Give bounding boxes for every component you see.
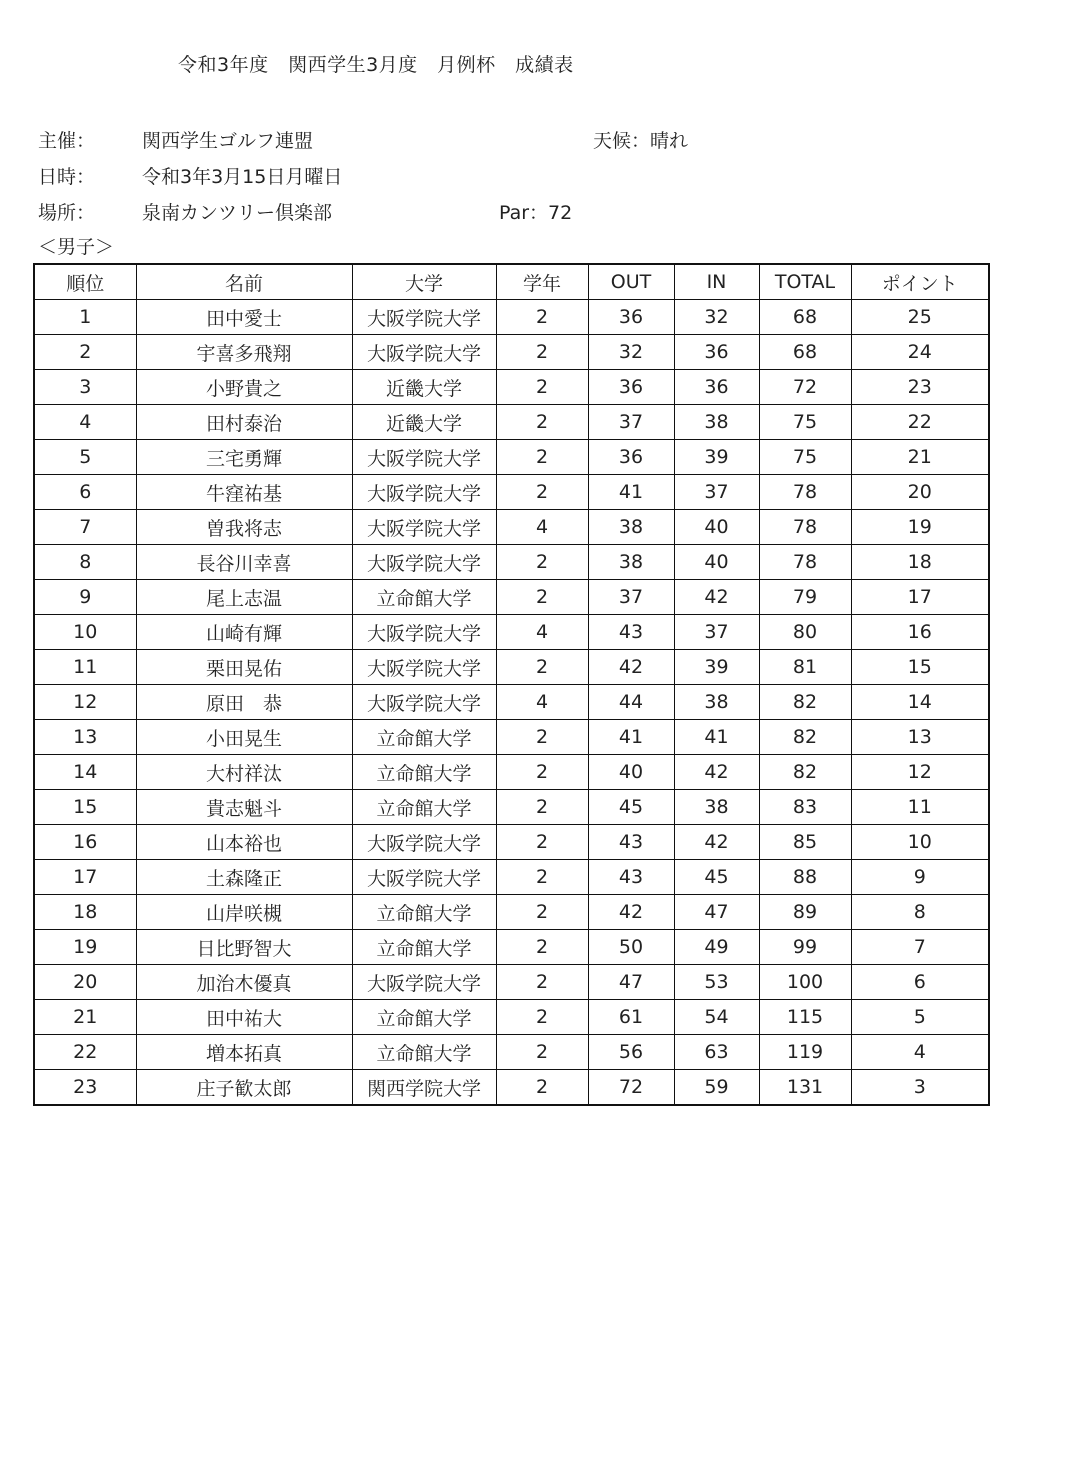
- cell-university: 立命館大学: [352, 1000, 496, 1035]
- cell-in: 49: [674, 930, 759, 965]
- cell-grade: 2: [496, 650, 588, 685]
- venue-label: 場所：: [38, 202, 96, 224]
- cell-points: 19: [851, 510, 989, 545]
- cell-rank: 15: [34, 790, 136, 825]
- cell-university: 立命館大学: [352, 790, 496, 825]
- cell-university: 大阪学院大学: [352, 685, 496, 720]
- cell-in: 42: [674, 580, 759, 615]
- cell-in: 40: [674, 510, 759, 545]
- cell-grade: 2: [496, 930, 588, 965]
- cell-out: 32: [588, 335, 674, 370]
- cell-points: 7: [851, 930, 989, 965]
- table-row: [34, 1070, 989, 1106]
- cell-points: 21: [851, 440, 989, 475]
- cell-name: 山本裕也: [136, 825, 352, 860]
- cell-rank: 18: [34, 895, 136, 930]
- cell-rank: 23: [34, 1070, 136, 1106]
- cell-grade: 2: [496, 475, 588, 510]
- cell-grade: 2: [496, 790, 588, 825]
- cell-in: 37: [674, 615, 759, 650]
- cell-points: 11: [851, 790, 989, 825]
- cell-name: 加治木優真: [136, 965, 352, 1000]
- cell-out: 37: [588, 580, 674, 615]
- cell-points: 12: [851, 755, 989, 790]
- cell-rank: 5: [34, 440, 136, 475]
- cell-points: 3: [851, 1070, 989, 1106]
- cell-points: 4: [851, 1035, 989, 1070]
- cell-name: 土森隆正: [136, 860, 352, 895]
- cell-in: 63: [674, 1035, 759, 1070]
- cell-rank: 16: [34, 825, 136, 860]
- cell-out: 40: [588, 755, 674, 790]
- cell-total: 68: [759, 335, 851, 370]
- cell-university: 立命館大学: [352, 580, 496, 615]
- cell-grade: 2: [496, 300, 588, 335]
- cell-total: 79: [759, 580, 851, 615]
- cell-university: 立命館大学: [352, 895, 496, 930]
- cell-in: 54: [674, 1000, 759, 1035]
- cell-grade: 2: [496, 370, 588, 405]
- cell-total: 78: [759, 475, 851, 510]
- cell-total: 119: [759, 1035, 851, 1070]
- header-university: 大学: [352, 264, 496, 300]
- cell-rank: 6: [34, 475, 136, 510]
- cell-rank: 10: [34, 615, 136, 650]
- cell-in: 47: [674, 895, 759, 930]
- cell-points: 22: [851, 405, 989, 440]
- cell-in: 59: [674, 1070, 759, 1106]
- cell-grade: 2: [496, 720, 588, 755]
- cell-total: 100: [759, 965, 851, 1000]
- cell-in: 38: [674, 405, 759, 440]
- table-row: [34, 860, 989, 895]
- cell-name: 大村祥汰: [136, 755, 352, 790]
- table-row: [34, 370, 989, 405]
- cell-out: 45: [588, 790, 674, 825]
- cell-university: 立命館大学: [352, 930, 496, 965]
- weather-value: 天候：晴れ: [593, 130, 689, 152]
- results-body: [34, 300, 989, 1106]
- cell-name: 小野貴之: [136, 370, 352, 405]
- cell-university: 大阪学院大学: [352, 475, 496, 510]
- cell-grade: 4: [496, 685, 588, 720]
- cell-total: 85: [759, 825, 851, 860]
- cell-name: 田村泰治: [136, 405, 352, 440]
- header-rank: 順位: [34, 264, 136, 300]
- cell-total: 82: [759, 720, 851, 755]
- cell-in: 39: [674, 650, 759, 685]
- table-row: [34, 650, 989, 685]
- cell-name: 庄子歓太郎: [136, 1070, 352, 1106]
- cell-grade: 2: [496, 440, 588, 475]
- cell-rank: 12: [34, 685, 136, 720]
- organizer-value: 関西学生ゴルフ連盟: [142, 130, 314, 152]
- cell-total: 75: [759, 405, 851, 440]
- cell-university: 大阪学院大学: [352, 615, 496, 650]
- cell-in: 45: [674, 860, 759, 895]
- cell-name: 栗田晃佑: [136, 650, 352, 685]
- cell-name: 曽我将志: [136, 510, 352, 545]
- cell-points: 15: [851, 650, 989, 685]
- cell-total: 82: [759, 685, 851, 720]
- cell-rank: 19: [34, 930, 136, 965]
- cell-out: 36: [588, 370, 674, 405]
- cell-total: 68: [759, 300, 851, 335]
- cell-university: 大阪学院大学: [352, 825, 496, 860]
- cell-out: 72: [588, 1070, 674, 1106]
- cell-points: 16: [851, 615, 989, 650]
- cell-out: 43: [588, 860, 674, 895]
- cell-in: 38: [674, 790, 759, 825]
- cell-points: 14: [851, 685, 989, 720]
- cell-university: 大阪学院大学: [352, 335, 496, 370]
- cell-rank: 2: [34, 335, 136, 370]
- cell-out: 38: [588, 545, 674, 580]
- cell-university: 立命館大学: [352, 720, 496, 755]
- cell-points: 5: [851, 1000, 989, 1035]
- header-total: TOTAL: [759, 264, 851, 300]
- cell-total: 82: [759, 755, 851, 790]
- cell-total: 78: [759, 545, 851, 580]
- table-row: [34, 475, 989, 510]
- cell-in: 42: [674, 755, 759, 790]
- cell-in: 41: [674, 720, 759, 755]
- cell-rank: 1: [34, 300, 136, 335]
- table-row: [34, 755, 989, 790]
- table-row: [34, 965, 989, 1000]
- cell-points: 23: [851, 370, 989, 405]
- cell-university: 大阪学院大学: [352, 545, 496, 580]
- cell-out: 36: [588, 300, 674, 335]
- cell-university: 大阪学院大学: [352, 860, 496, 895]
- cell-out: 43: [588, 825, 674, 860]
- table-row: [34, 895, 989, 930]
- cell-university: 近畿大学: [352, 405, 496, 440]
- cell-out: 42: [588, 650, 674, 685]
- date-value: 令和3年3月15日月曜日: [142, 166, 343, 188]
- cell-name: 三宅勇輝: [136, 440, 352, 475]
- cell-total: 75: [759, 440, 851, 475]
- table-row: [34, 300, 989, 335]
- cell-name: 尾上志温: [136, 580, 352, 615]
- cell-in: 32: [674, 300, 759, 335]
- cell-university: 関西学院大学: [352, 1070, 496, 1106]
- section-label: ＜男子＞: [38, 236, 115, 258]
- header-in: IN: [674, 264, 759, 300]
- header-name: 名前: [136, 264, 352, 300]
- cell-rank: 21: [34, 1000, 136, 1035]
- cell-name: 小田晃生: [136, 720, 352, 755]
- cell-points: 20: [851, 475, 989, 510]
- table-row: [34, 580, 989, 615]
- table-header-row: [34, 264, 989, 300]
- cell-in: 53: [674, 965, 759, 1000]
- table-row: [34, 685, 989, 720]
- cell-grade: 2: [496, 965, 588, 1000]
- cell-grade: 2: [496, 580, 588, 615]
- cell-rank: 13: [34, 720, 136, 755]
- cell-grade: 2: [496, 545, 588, 580]
- cell-name: 貴志魁斗: [136, 790, 352, 825]
- cell-rank: 14: [34, 755, 136, 790]
- cell-grade: 2: [496, 860, 588, 895]
- cell-university: 立命館大学: [352, 1035, 496, 1070]
- cell-university: 大阪学院大学: [352, 300, 496, 335]
- cell-name: 宇喜多飛翔: [136, 335, 352, 370]
- cell-name: 長谷川幸喜: [136, 545, 352, 580]
- table-row: [34, 825, 989, 860]
- cell-points: 17: [851, 580, 989, 615]
- header-points: ポイント: [851, 264, 989, 300]
- cell-points: 13: [851, 720, 989, 755]
- cell-out: 41: [588, 720, 674, 755]
- cell-in: 36: [674, 335, 759, 370]
- cell-out: 42: [588, 895, 674, 930]
- cell-name: 日比野智大: [136, 930, 352, 965]
- cell-points: 24: [851, 335, 989, 370]
- table-row: [34, 720, 989, 755]
- cell-rank: 9: [34, 580, 136, 615]
- cell-in: 36: [674, 370, 759, 405]
- cell-in: 40: [674, 545, 759, 580]
- cell-name: 牛窪祐基: [136, 475, 352, 510]
- organizer-label: 主催：: [38, 130, 96, 152]
- cell-rank: 3: [34, 370, 136, 405]
- par-value: Par：72: [499, 202, 573, 224]
- cell-university: 大阪学院大学: [352, 965, 496, 1000]
- cell-total: 88: [759, 860, 851, 895]
- cell-grade: 2: [496, 895, 588, 930]
- table-row: [34, 335, 989, 370]
- cell-rank: 20: [34, 965, 136, 1000]
- results-table: [33, 263, 990, 1106]
- header-out: OUT: [588, 264, 674, 300]
- cell-grade: 2: [496, 1000, 588, 1035]
- cell-rank: 22: [34, 1035, 136, 1070]
- table-row: [34, 790, 989, 825]
- cell-total: 81: [759, 650, 851, 685]
- cell-points: 18: [851, 545, 989, 580]
- cell-total: 72: [759, 370, 851, 405]
- cell-points: 10: [851, 825, 989, 860]
- table-row: [34, 545, 989, 580]
- cell-university: 立命館大学: [352, 755, 496, 790]
- cell-out: 50: [588, 930, 674, 965]
- date-label: 日時：: [38, 166, 96, 188]
- cell-total: 80: [759, 615, 851, 650]
- cell-points: 8: [851, 895, 989, 930]
- table-row: [34, 440, 989, 475]
- cell-out: 61: [588, 1000, 674, 1035]
- cell-rank: 7: [34, 510, 136, 545]
- cell-grade: 2: [496, 1035, 588, 1070]
- cell-points: 25: [851, 300, 989, 335]
- cell-university: 大阪学院大学: [352, 510, 496, 545]
- cell-in: 42: [674, 825, 759, 860]
- cell-grade: 2: [496, 405, 588, 440]
- cell-grade: 2: [496, 335, 588, 370]
- cell-out: 56: [588, 1035, 674, 1070]
- cell-grade: 2: [496, 1070, 588, 1106]
- cell-name: 田中祐大: [136, 1000, 352, 1035]
- cell-points: 9: [851, 860, 989, 895]
- cell-out: 43: [588, 615, 674, 650]
- cell-name: 原田 恭: [136, 685, 352, 720]
- document-title: 令和3年度 関西学生3月度 月例杯 成績表: [178, 54, 574, 76]
- cell-total: 131: [759, 1070, 851, 1106]
- cell-points: 6: [851, 965, 989, 1000]
- cell-out: 36: [588, 440, 674, 475]
- table-row: [34, 1000, 989, 1035]
- cell-rank: 8: [34, 545, 136, 580]
- cell-name: 山岸咲槻: [136, 895, 352, 930]
- cell-university: 近畿大学: [352, 370, 496, 405]
- table-row: [34, 405, 989, 440]
- cell-out: 47: [588, 965, 674, 1000]
- table-row: [34, 1035, 989, 1070]
- cell-grade: 2: [496, 825, 588, 860]
- header-grade: 学年: [496, 264, 588, 300]
- cell-university: 大阪学院大学: [352, 440, 496, 475]
- cell-in: 38: [674, 685, 759, 720]
- cell-university: 大阪学院大学: [352, 650, 496, 685]
- table-row: [34, 930, 989, 965]
- cell-total: 115: [759, 1000, 851, 1035]
- cell-total: 78: [759, 510, 851, 545]
- cell-out: 38: [588, 510, 674, 545]
- table-row: [34, 510, 989, 545]
- table-row: [34, 615, 989, 650]
- cell-grade: 4: [496, 615, 588, 650]
- cell-out: 44: [588, 685, 674, 720]
- cell-rank: 11: [34, 650, 136, 685]
- cell-total: 99: [759, 930, 851, 965]
- cell-total: 89: [759, 895, 851, 930]
- venue-value: 泉南カンツリー倶楽部: [142, 202, 333, 224]
- cell-name: 山崎有輝: [136, 615, 352, 650]
- cell-in: 37: [674, 475, 759, 510]
- cell-out: 37: [588, 405, 674, 440]
- cell-name: 増本拓真: [136, 1035, 352, 1070]
- cell-out: 41: [588, 475, 674, 510]
- cell-rank: 17: [34, 860, 136, 895]
- cell-grade: 2: [496, 755, 588, 790]
- cell-rank: 4: [34, 405, 136, 440]
- cell-in: 39: [674, 440, 759, 475]
- cell-total: 83: [759, 790, 851, 825]
- cell-grade: 4: [496, 510, 588, 545]
- cell-name: 田中愛士: [136, 300, 352, 335]
